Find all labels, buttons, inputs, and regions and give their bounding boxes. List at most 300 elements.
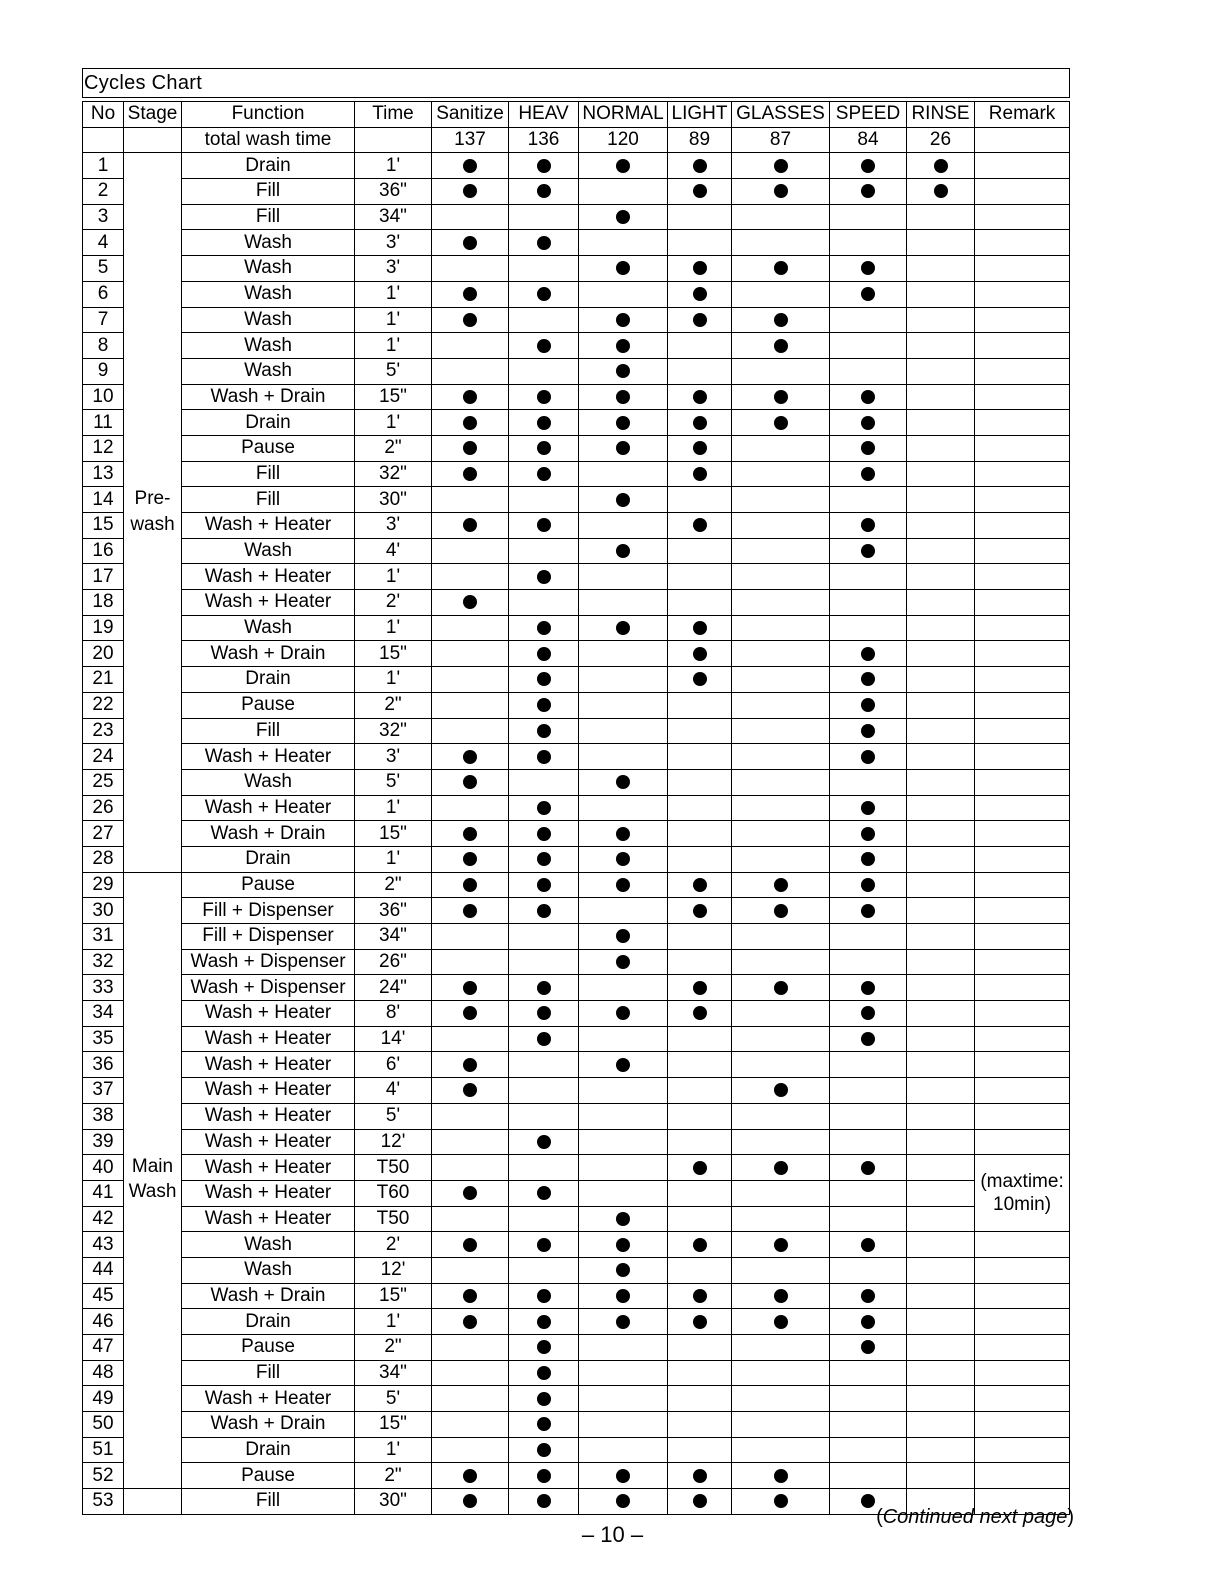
mark-cell-glasses — [732, 718, 830, 744]
mark-cell-rinse — [907, 1412, 975, 1438]
function-cell: Fill — [182, 1360, 355, 1386]
total-time-normal: 120 — [579, 127, 668, 153]
mark-cell-heav — [509, 204, 579, 230]
row-number: 16 — [83, 538, 124, 564]
row-number: 22 — [83, 692, 124, 718]
mark-cell-sanitize — [432, 384, 509, 410]
time-cell: 1' — [355, 667, 432, 693]
mark-cell-speed — [830, 153, 907, 179]
row-number: 44 — [83, 1257, 124, 1283]
table-row — [83, 153, 1070, 179]
mark-cell-heav — [509, 1386, 579, 1412]
mark-cell-glasses — [732, 924, 830, 950]
mark-cell-heav — [509, 153, 579, 179]
mark-cell-sanitize — [432, 204, 509, 230]
mark-cell-normal — [579, 153, 668, 179]
stage-cell — [124, 333, 182, 359]
time-cell: 1' — [355, 1437, 432, 1463]
mark-cell-normal — [579, 795, 668, 821]
filled-circle-icon — [463, 1186, 477, 1200]
stage-cell — [124, 1386, 182, 1412]
mark-cell-light — [668, 615, 732, 641]
mark-cell-normal — [579, 821, 668, 847]
stage-cell — [124, 1206, 182, 1232]
mark-cell-sanitize — [432, 795, 509, 821]
mark-cell-glasses — [732, 1360, 830, 1386]
column-header-stage: Stage — [124, 102, 182, 128]
stage-cell — [124, 846, 182, 872]
filled-circle-icon — [463, 184, 477, 198]
filled-circle-icon — [774, 1289, 788, 1303]
filled-circle-icon — [861, 1289, 875, 1303]
row-number: 28 — [83, 846, 124, 872]
remark-cell — [975, 1052, 1070, 1078]
mark-cell-heav — [509, 1180, 579, 1206]
total-stage-cell — [124, 127, 182, 153]
stage-cell — [124, 153, 182, 179]
time-cell: 15" — [355, 821, 432, 847]
filled-circle-icon — [463, 236, 477, 250]
mark-cell-sanitize — [432, 1129, 509, 1155]
mark-cell-normal — [579, 1232, 668, 1258]
time-cell: 2" — [355, 872, 432, 898]
remark-cell — [975, 1232, 1070, 1258]
mark-cell-heav — [509, 1232, 579, 1258]
remark-cell — [975, 461, 1070, 487]
stage-cell — [124, 538, 182, 564]
function-cell: Fill — [182, 1489, 355, 1515]
mark-cell-sanitize — [432, 1078, 509, 1104]
filled-circle-icon — [693, 184, 707, 198]
time-cell: 3' — [355, 513, 432, 539]
stage-cell — [124, 1412, 182, 1438]
mark-cell-normal — [579, 1180, 668, 1206]
mark-cell-speed — [830, 1232, 907, 1258]
mark-cell-normal — [579, 1360, 668, 1386]
filled-circle-icon — [774, 184, 788, 198]
mark-cell-glasses — [732, 1103, 830, 1129]
filled-circle-icon — [537, 621, 551, 635]
mark-cell-speed — [830, 590, 907, 616]
mark-cell-normal — [579, 1155, 668, 1181]
filled-circle-icon — [693, 416, 707, 430]
time-cell: 1' — [355, 281, 432, 307]
filled-circle-icon — [537, 1340, 551, 1354]
table-row — [83, 487, 1070, 513]
remark-cell — [975, 487, 1070, 513]
mark-cell-rinse — [907, 1052, 975, 1078]
mark-cell-speed — [830, 435, 907, 461]
stage-cell — [124, 204, 182, 230]
function-cell: Fill + Dispenser — [182, 898, 355, 924]
mark-cell-sanitize — [432, 513, 509, 539]
filled-circle-icon — [616, 390, 630, 404]
mark-cell-heav — [509, 744, 579, 770]
remark-cell — [975, 1309, 1070, 1335]
mark-cell-sanitize — [432, 1103, 509, 1129]
stage-cell — [124, 1078, 182, 1104]
time-cell: 1' — [355, 307, 432, 333]
total-time-sanitize: 137 — [432, 127, 509, 153]
filled-circle-icon — [616, 1469, 630, 1483]
mark-cell-sanitize — [432, 769, 509, 795]
mark-cell-speed — [830, 795, 907, 821]
mark-cell-glasses — [732, 564, 830, 590]
mark-cell-rinse — [907, 204, 975, 230]
mark-cell-sanitize — [432, 281, 509, 307]
mark-cell-sanitize — [432, 307, 509, 333]
filled-circle-icon — [693, 159, 707, 173]
mark-cell-rinse — [907, 795, 975, 821]
mark-cell-glasses — [732, 1206, 830, 1232]
filled-circle-icon — [861, 1161, 875, 1175]
mark-cell-normal — [579, 846, 668, 872]
mark-cell-sanitize — [432, 975, 509, 1001]
row-number: 52 — [83, 1463, 124, 1489]
filled-circle-icon — [616, 1058, 630, 1072]
remark-cell — [975, 564, 1070, 590]
remark-cell — [975, 230, 1070, 256]
function-cell: Pause — [182, 435, 355, 461]
mark-cell-light — [668, 846, 732, 872]
mark-cell-rinse — [907, 281, 975, 307]
mark-cell-heav — [509, 461, 579, 487]
table-row — [83, 1283, 1070, 1309]
filled-circle-icon — [774, 1494, 788, 1508]
remark-cell — [975, 1437, 1070, 1463]
mark-cell-heav — [509, 872, 579, 898]
mark-cell-normal — [579, 256, 668, 282]
filled-circle-icon — [537, 1032, 551, 1046]
remark-cell — [975, 1283, 1070, 1309]
filled-circle-icon — [463, 750, 477, 764]
mark-cell-rinse — [907, 384, 975, 410]
filled-circle-icon — [537, 570, 551, 584]
time-cell: 15" — [355, 641, 432, 667]
table-row — [83, 1155, 1070, 1181]
mark-cell-rinse — [907, 1257, 975, 1283]
mark-cell-rinse — [907, 153, 975, 179]
stage-cell — [124, 924, 182, 950]
mark-cell-light — [668, 769, 732, 795]
mark-cell-glasses — [732, 538, 830, 564]
time-cell: 34" — [355, 1360, 432, 1386]
remark-cell — [975, 1103, 1070, 1129]
mark-cell-glasses — [732, 898, 830, 924]
column-header-rinse: RINSE — [907, 102, 975, 128]
mark-cell-rinse — [907, 872, 975, 898]
filled-circle-icon — [861, 750, 875, 764]
mark-cell-rinse — [907, 949, 975, 975]
time-cell: 5' — [355, 1103, 432, 1129]
total-wash-time-row — [83, 127, 1070, 153]
mark-cell-glasses — [732, 1078, 830, 1104]
table-row — [83, 1052, 1070, 1078]
function-cell: Wash + Heater — [182, 513, 355, 539]
filled-circle-icon — [616, 416, 630, 430]
mark-cell-normal — [579, 513, 668, 539]
mark-cell-rinse — [907, 846, 975, 872]
remark-cell — [975, 333, 1070, 359]
filled-circle-icon — [537, 1289, 551, 1303]
table-row — [83, 358, 1070, 384]
time-cell: 5' — [355, 769, 432, 795]
time-cell: 1' — [355, 615, 432, 641]
table-row — [83, 1103, 1070, 1129]
mark-cell-rinse — [907, 1001, 975, 1027]
mark-cell-heav — [509, 1052, 579, 1078]
row-number: 47 — [83, 1335, 124, 1361]
remark-cell — [975, 795, 1070, 821]
mark-cell-glasses — [732, 975, 830, 1001]
mark-cell-speed — [830, 1052, 907, 1078]
function-cell: Wash + Heater — [182, 1180, 355, 1206]
table-row — [83, 179, 1070, 205]
function-cell: Wash + Heater — [182, 1129, 355, 1155]
mark-cell-normal — [579, 769, 668, 795]
filled-circle-icon — [463, 981, 477, 995]
stage-cell — [124, 1103, 182, 1129]
mark-cell-heav — [509, 1001, 579, 1027]
function-cell: Wash + Dispenser — [182, 949, 355, 975]
time-cell: 1' — [355, 1309, 432, 1335]
remark-cell — [975, 204, 1070, 230]
mark-cell-speed — [830, 1026, 907, 1052]
function-cell: Wash — [182, 307, 355, 333]
row-number: 9 — [83, 358, 124, 384]
stage-cell — [124, 1437, 182, 1463]
filled-circle-icon — [774, 1083, 788, 1097]
mark-cell-rinse — [907, 692, 975, 718]
mark-cell-sanitize — [432, 924, 509, 950]
function-cell: Fill — [182, 179, 355, 205]
mark-cell-glasses — [732, 1463, 830, 1489]
mark-cell-light — [668, 1437, 732, 1463]
filled-circle-icon — [934, 159, 948, 173]
mark-cell-light — [668, 692, 732, 718]
function-cell: Wash + Heater — [182, 564, 355, 590]
mark-cell-rinse — [907, 975, 975, 1001]
row-number: 15 — [83, 513, 124, 539]
mark-cell-light — [668, 1078, 732, 1104]
mark-cell-light — [668, 230, 732, 256]
row-number: 18 — [83, 590, 124, 616]
mark-cell-speed — [830, 410, 907, 436]
time-cell: 5' — [355, 1386, 432, 1412]
filled-circle-icon — [537, 852, 551, 866]
time-cell: 2" — [355, 1463, 432, 1489]
filled-circle-icon — [861, 287, 875, 301]
mark-cell-normal — [579, 1335, 668, 1361]
table-row — [83, 718, 1070, 744]
mark-cell-normal — [579, 1489, 668, 1515]
mark-cell-speed — [830, 333, 907, 359]
filled-circle-icon — [861, 184, 875, 198]
mark-cell-normal — [579, 487, 668, 513]
mark-cell-rinse — [907, 307, 975, 333]
filled-circle-icon — [537, 287, 551, 301]
filled-circle-icon — [693, 1494, 707, 1508]
chart-body — [83, 127, 1070, 1514]
mark-cell-speed — [830, 307, 907, 333]
mark-cell-light — [668, 1360, 732, 1386]
remark-cell — [975, 513, 1070, 539]
mark-cell-normal — [579, 898, 668, 924]
mark-cell-rinse — [907, 1180, 975, 1206]
function-cell: Wash + Heater — [182, 1026, 355, 1052]
mark-cell-rinse — [907, 1360, 975, 1386]
remark-cell — [975, 821, 1070, 847]
filled-circle-icon — [616, 339, 630, 353]
mark-cell-light — [668, 744, 732, 770]
mark-cell-glasses — [732, 769, 830, 795]
mark-cell-heav — [509, 692, 579, 718]
mark-cell-heav — [509, 590, 579, 616]
mark-cell-speed — [830, 461, 907, 487]
mark-cell-light — [668, 204, 732, 230]
time-cell: 8' — [355, 1001, 432, 1027]
function-cell: Wash + Heater — [182, 795, 355, 821]
mark-cell-light — [668, 538, 732, 564]
function-cell: Wash + Drain — [182, 384, 355, 410]
time-cell: 2' — [355, 1232, 432, 1258]
filled-circle-icon — [537, 698, 551, 712]
column-header-heav: HEAV — [509, 102, 579, 128]
mark-cell-sanitize — [432, 1412, 509, 1438]
filled-circle-icon — [774, 878, 788, 892]
filled-circle-icon — [537, 1238, 551, 1252]
mark-cell-heav — [509, 821, 579, 847]
filled-circle-icon — [693, 467, 707, 481]
remark-cell — [975, 590, 1070, 616]
mark-cell-heav — [509, 1360, 579, 1386]
filled-circle-icon — [774, 1238, 788, 1252]
mark-cell-light — [668, 1129, 732, 1155]
filled-circle-icon — [616, 1238, 630, 1252]
stage-label: Main — [124, 1155, 182, 1181]
mark-cell-sanitize — [432, 410, 509, 436]
filled-circle-icon — [463, 1058, 477, 1072]
mark-cell-light — [668, 153, 732, 179]
mark-cell-normal — [579, 872, 668, 898]
mark-cell-normal — [579, 230, 668, 256]
filled-circle-icon — [774, 313, 788, 327]
table-row — [83, 1463, 1070, 1489]
column-header-glasses: GLASSES — [732, 102, 830, 128]
mark-cell-heav — [509, 1335, 579, 1361]
mark-cell-speed — [830, 667, 907, 693]
remark-cell — [975, 538, 1070, 564]
mark-cell-speed — [830, 924, 907, 950]
stage-cell — [124, 1026, 182, 1052]
mark-cell-glasses — [732, 1412, 830, 1438]
filled-circle-icon — [861, 904, 875, 918]
mark-cell-glasses — [732, 1026, 830, 1052]
filled-circle-icon — [537, 724, 551, 738]
mark-cell-speed — [830, 1078, 907, 1104]
filled-circle-icon — [693, 647, 707, 661]
mark-cell-normal — [579, 1206, 668, 1232]
table-row — [83, 795, 1070, 821]
mark-cell-heav — [509, 1026, 579, 1052]
mark-cell-sanitize — [432, 744, 509, 770]
mark-cell-heav — [509, 538, 579, 564]
mark-cell-glasses — [732, 179, 830, 205]
time-cell: 5' — [355, 358, 432, 384]
filled-circle-icon — [537, 878, 551, 892]
filled-circle-icon — [537, 236, 551, 250]
mark-cell-speed — [830, 1180, 907, 1206]
mark-cell-heav — [509, 307, 579, 333]
filled-circle-icon — [861, 1315, 875, 1329]
mark-cell-speed — [830, 821, 907, 847]
time-cell: T50 — [355, 1206, 432, 1232]
time-cell: T60 — [355, 1180, 432, 1206]
mark-cell-sanitize — [432, 1335, 509, 1361]
mark-cell-light — [668, 1103, 732, 1129]
time-cell: 3' — [355, 744, 432, 770]
mark-cell-speed — [830, 1129, 907, 1155]
remark-cell — [975, 949, 1070, 975]
mark-cell-normal — [579, 1283, 668, 1309]
mark-cell-sanitize — [432, 1180, 509, 1206]
stage-cell — [124, 615, 182, 641]
mark-cell-speed — [830, 975, 907, 1001]
time-cell: 26" — [355, 949, 432, 975]
stage-label: Pre- — [124, 487, 182, 513]
filled-circle-icon — [616, 544, 630, 558]
time-cell: 1' — [355, 795, 432, 821]
filled-circle-icon — [693, 672, 707, 686]
mark-cell-light — [668, 410, 732, 436]
mark-cell-heav — [509, 898, 579, 924]
remark-cell — [975, 179, 1070, 205]
filled-circle-icon — [463, 390, 477, 404]
mark-cell-glasses — [732, 384, 830, 410]
mark-cell-rinse — [907, 333, 975, 359]
mark-cell-speed — [830, 1386, 907, 1412]
mark-cell-rinse — [907, 924, 975, 950]
mark-cell-normal — [579, 1257, 668, 1283]
row-number: 53 — [83, 1489, 124, 1515]
row-number: 41 — [83, 1180, 124, 1206]
filled-circle-icon — [463, 1289, 477, 1303]
mark-cell-glasses — [732, 872, 830, 898]
remark-cell — [975, 1078, 1070, 1104]
time-cell: 1' — [355, 410, 432, 436]
mark-cell-light — [668, 358, 732, 384]
total-time-heav: 136 — [509, 127, 579, 153]
row-number: 6 — [83, 281, 124, 307]
mark-cell-glasses — [732, 204, 830, 230]
mark-cell-rinse — [907, 641, 975, 667]
mark-cell-speed — [830, 487, 907, 513]
filled-circle-icon — [774, 1469, 788, 1483]
filled-circle-icon — [537, 672, 551, 686]
mark-cell-glasses — [732, 153, 830, 179]
row-number: 11 — [83, 410, 124, 436]
mark-cell-glasses — [732, 1052, 830, 1078]
filled-circle-icon — [774, 1161, 788, 1175]
mark-cell-rinse — [907, 1386, 975, 1412]
table-row — [83, 513, 1070, 539]
mark-cell-speed — [830, 1103, 907, 1129]
table-row — [83, 744, 1070, 770]
table-row — [83, 461, 1070, 487]
filled-circle-icon — [616, 1494, 630, 1508]
mark-cell-heav — [509, 1283, 579, 1309]
mark-cell-normal — [579, 667, 668, 693]
